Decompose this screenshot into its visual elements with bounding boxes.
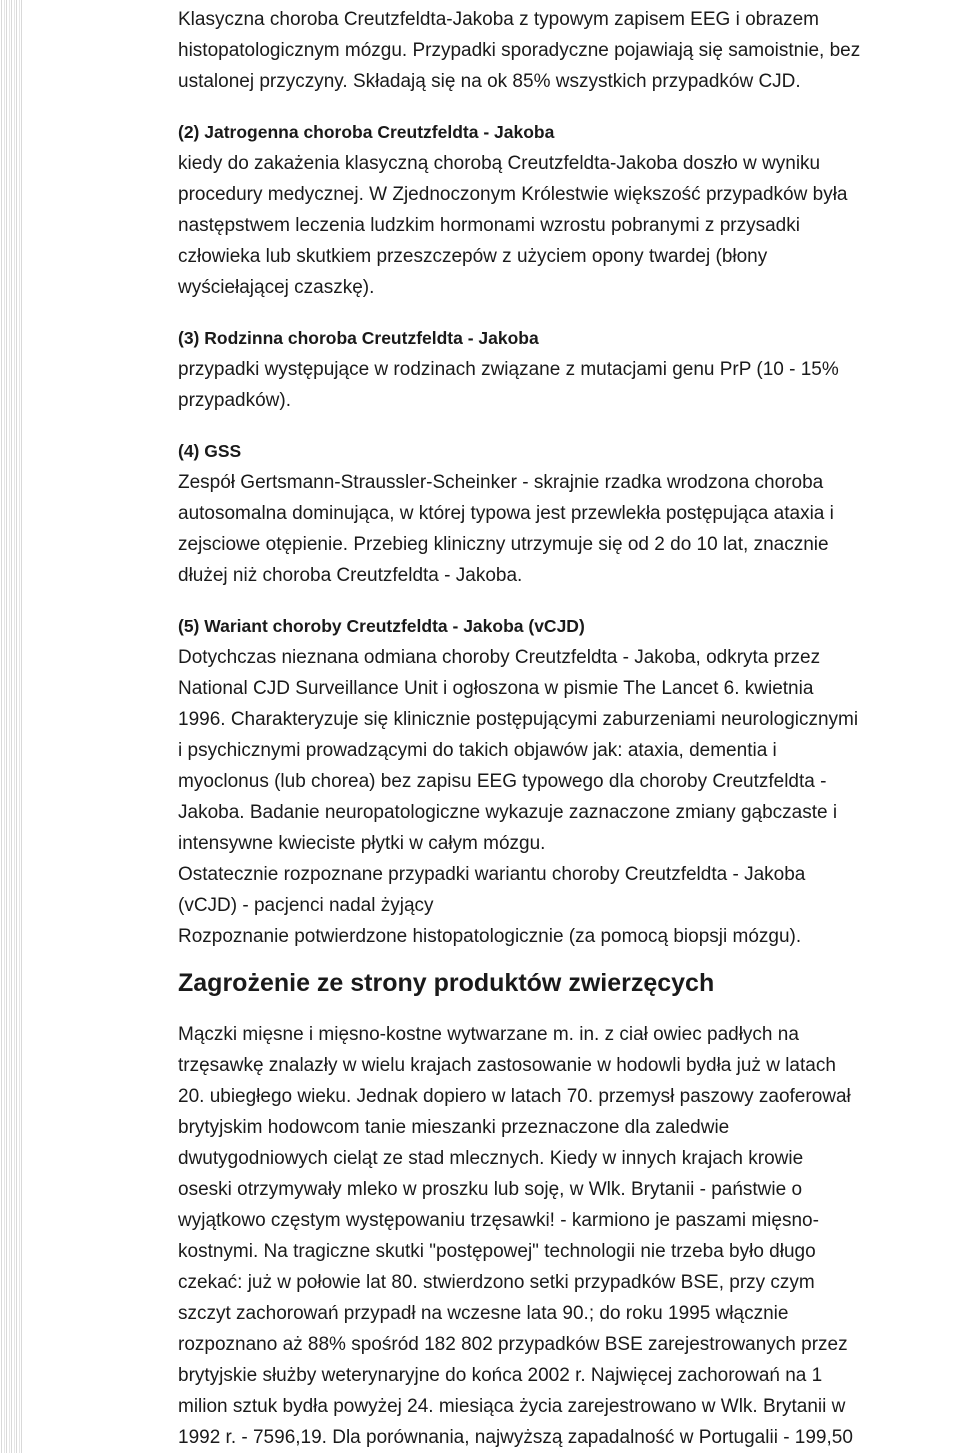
text-line: 1996. Charakteryzuje się klinicznie postępującymi zaburzeniami neurologicznymi — [178, 709, 859, 730]
text-line: Zespół Gertsmann-Straussler-Scheinker - skrajnie rzadka wrodzona choroba — [178, 472, 824, 493]
section-title: (3) Rodzinna choroba Creutzfeldta - Jakoba — [178, 328, 539, 348]
text-line: kostnymi. Na tragiczne skutki "postępowej" technologii nie trzeba było długo — [178, 1240, 816, 1262]
section-title: (2) Jatrogenna choroba Creutzfeldta - Jakoba — [178, 122, 555, 142]
section-vcjd — [178, 611, 958, 952]
section-title: (4) GSS — [178, 441, 242, 461]
text-line: intensywne kwieciste płytki w całym mózgu. — [178, 833, 546, 854]
text-line: wyściełającej czaszkę). — [178, 277, 375, 298]
text-line: dwutygodniowych cieląt ze stad mlecznych. Kiedy w innych krajach krowie — [178, 1147, 804, 1169]
text-line: przypadków). — [178, 390, 291, 411]
text-line: milion sztuk bydła powyżej 24. miesiąca życia zarejestrowano w Wlk. Brytanii w — [178, 1395, 846, 1417]
text-line: Jakoba. Badanie neuropatologiczne wykazuje zaznaczone zmiany gąbczaste i — [178, 802, 838, 823]
section-familial — [178, 323, 958, 416]
text-line: National CJD Surveillance Unit i ogłoszona w pismie The Lancet 6. kwietnia — [178, 678, 814, 699]
document-body — [178, 4, 958, 1453]
text-line: 1992 r. - 7596,19. Dla porównania, najwyższą zapadalność w Portugalii - 199,50 — [178, 1426, 853, 1448]
text-line: czekać: już w połowie lat 80. stwierdzono setki przypadków BSE, przy czym — [178, 1271, 815, 1293]
text-line: histopatologicznym mózgu. Przypadki sporadyczne pojawiają się samoistnie, bez — [178, 40, 861, 61]
text-line: dłużej niż choroba Creutzfeldta - Jakoba. — [178, 565, 523, 586]
section-gss — [178, 436, 958, 591]
text-line: szczyt zachorowań przypadł na wczesne lata 90.; do roku 1995 włącznie — [178, 1302, 789, 1324]
text-line: brytyjskim hodowcom tanie mieszanki przeznaczone dla zaledwie — [178, 1116, 730, 1138]
text-line: Rozpoznanie potwierdzone histopatologicznie (za pomocą biopsji mózgu). — [178, 926, 802, 947]
text-line: autosomalna dominująca, w której typowa jest przewlekła postępująca ataxia i — [178, 503, 834, 524]
section-iatrogenic — [178, 117, 958, 303]
text-line: oseski otrzymywały mleko w proszku lub soję, w Wlk. Brytanii - państwie o — [178, 1178, 803, 1200]
text-line: myoclonus (lub chorea) bez zapisu EEG typowego dla choroby Creutzfeldta - — [178, 771, 827, 792]
text-line: człowieka lub skutkiem przeszczepów z użyciem opony twardej (błony — [178, 246, 768, 267]
intro-paragraph — [178, 4, 958, 97]
text-line: trzęsawkę znalazły w wielu krajach zastosowanie w hodowli bydła już w latach — [178, 1054, 836, 1076]
text-line: 20. ubiegłego wieku. Jednak dopiero w latach 70. przemysł paszowy zaoferował — [178, 1085, 851, 1107]
text-line: Mączki mięsne i mięsno-kostne wytwarzane m. in. z ciał owiec padłych na — [178, 1023, 799, 1045]
text-line: Dotychczas nieznana odmiana choroby Creutzfeldta - Jakoba, odkryta przez — [178, 647, 821, 668]
text-line: ustalonej przyczyny. Składają się na ok 85% wszystkich przypadków CJD. — [178, 71, 801, 92]
text-line: Klasyczna choroba Creutzfeldta-Jakoba z typowym zapisem EEG i obrazem — [178, 9, 819, 30]
text-line: procedury medycznej. W Zjednoczonym Królestwie większość przypadków była — [178, 184, 848, 205]
section-heading-animal-products: Zagrożenie ze strony produktów zwierzęcych — [178, 969, 715, 997]
text-line: (vCJD) - pacjenci nadal żyjący — [178, 895, 434, 916]
text-line: brytyjskie służby weterynaryjne do końca 2002 r. Najwięcej zachorowań na 1 — [178, 1364, 823, 1386]
text-line: wyjątkowo częstym występowaniu trzęsawki! - karmiono je paszami mięsno- — [178, 1209, 819, 1231]
text-line: kiedy do zakażenia klasyczną chorobą Creutzfeldta-Jakoba doszło w wyniku — [178, 153, 821, 174]
text-line: i psychicznymi prowadzącymi do takich objawów jak: ataxia, dementia i — [178, 740, 777, 761]
text-line: rozpoznano aż 88% spośród 182 802 przypadków BSE zarejestrowanych przez — [178, 1333, 848, 1355]
page-edge-decoration — [0, 0, 22, 1453]
text-line: następstwem leczenia ludzkim hormonami wzrostu pobranymi z przysadki — [178, 215, 800, 236]
section-animal-products — [178, 1019, 958, 1453]
text-line: zejsciowe otępienie. Przebieg kliniczny utrzymuje się od 2 do 10 lat, znacznie — [178, 534, 829, 555]
text-line: Ostatecznie rozpoznane przypadki wariantu choroby Creutzfeldta - Jakoba — [178, 864, 806, 885]
section-title: (5) Wariant choroby Creutzfeldta - Jakoba (vCJD) — [178, 616, 585, 636]
text-line: przypadki występujące w rodzinach związane z mutacjami genu PrP (10 - 15% — [178, 359, 839, 380]
